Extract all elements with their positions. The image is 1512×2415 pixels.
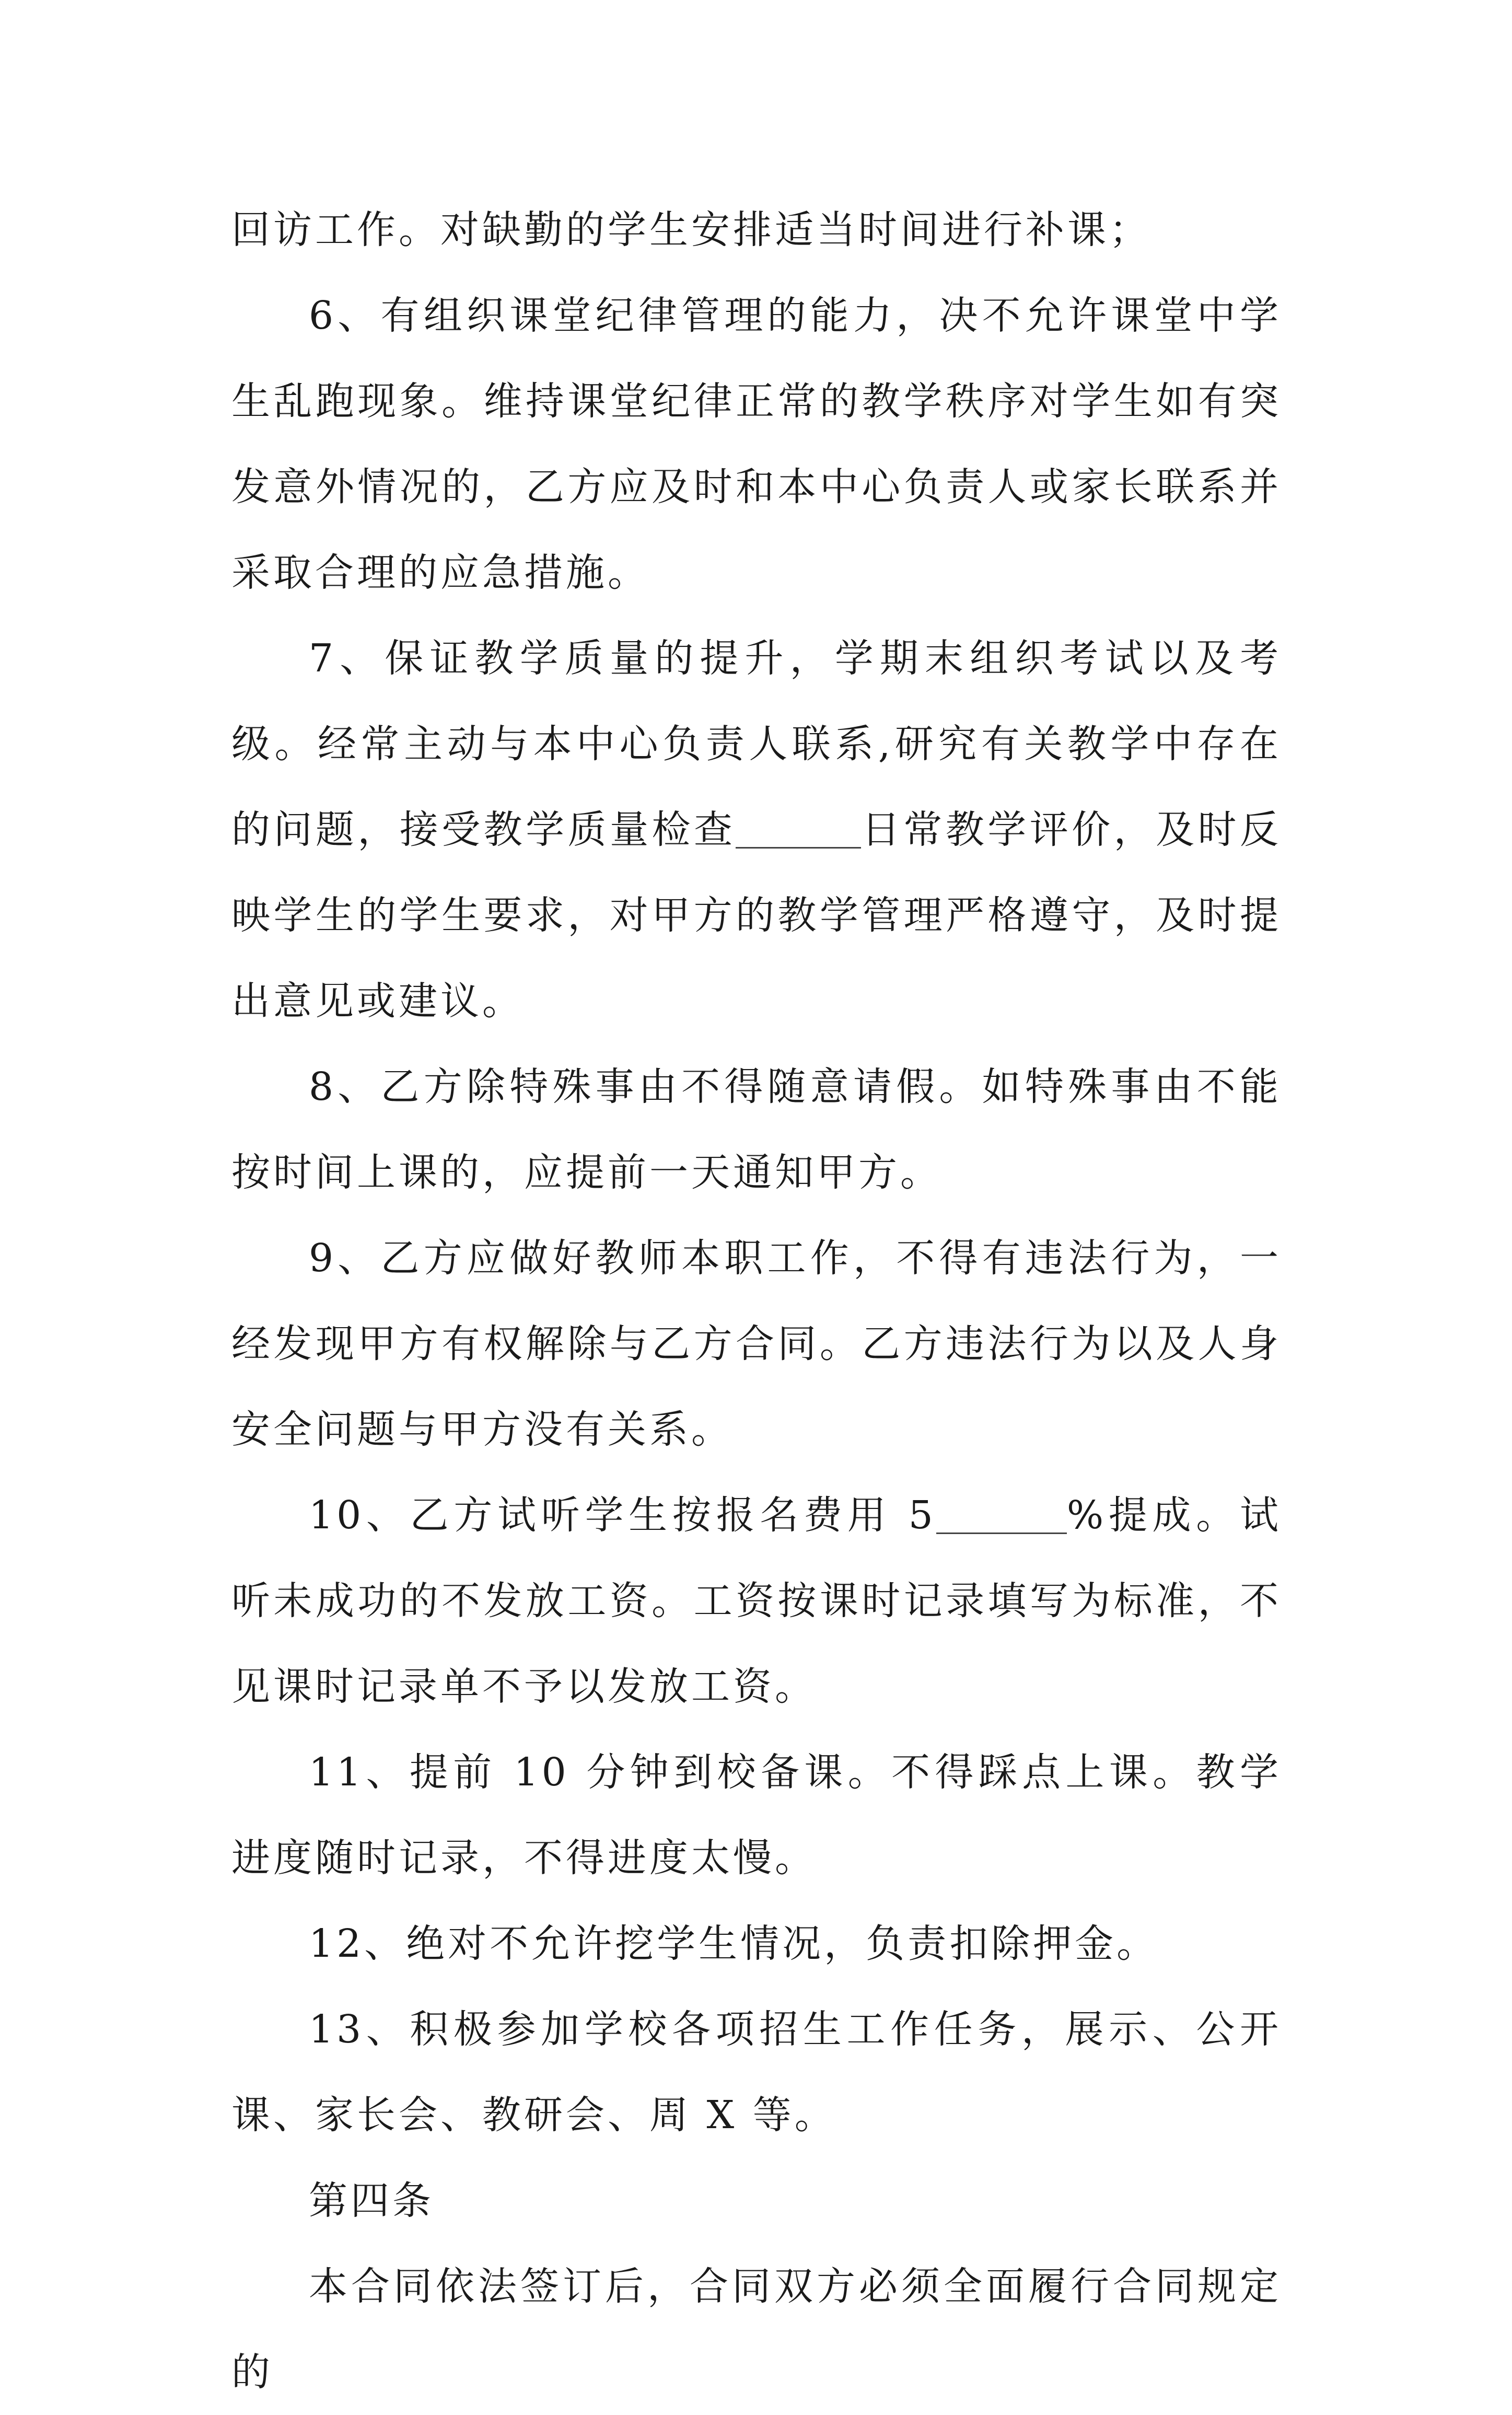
heading-text: 第四条 xyxy=(309,2178,434,2223)
paragraph-continuation xyxy=(231,187,1282,273)
article-4-body xyxy=(231,2244,1282,2415)
paragraph-text: 13、积极参加学校各项招生工作任务，展示、公开课、家长会、教研会、周 X 等。 xyxy=(231,2007,1282,2138)
clause-10 xyxy=(231,1472,1282,1729)
paragraph-text: 本合同依法签订后，合同双方必须全面履行合同规定的 xyxy=(231,2264,1282,2395)
paragraph-text: 10、乙方试听学生按报名费用 5 xyxy=(309,1493,936,1538)
article-heading xyxy=(231,2158,1282,2244)
clause-9 xyxy=(231,1215,1282,1472)
paragraph-text: 8、乙方除特殊事由不得随意请假。如特殊事由不能按时间上课的，应提前一天通知甲方。 xyxy=(231,1064,1282,1195)
paragraph-text: 11、提前 10 分钟到校备课。不得踩点上课。教学进度随时记录，不得进度太慢。 xyxy=(231,1750,1282,1880)
fill-in-blank xyxy=(736,808,861,849)
paragraph-text: 回访工作。对缺勤的学生安排适当时间进行补课； xyxy=(231,207,1151,252)
fill-in-blank xyxy=(936,1494,1067,1534)
paragraph-text: 日常教学评价，及时反映学生的学生要求，对甲方的教学管理严格遵守，及时提出意见或建议。 xyxy=(231,807,1282,1024)
paragraph-text: 7、保证教学质量的提升，学期末组织考试以及考级。经常主动与本中心负责人联系,研究有关教学中存在的问题，接受教学质量检查 xyxy=(231,636,1282,852)
clause-12 xyxy=(231,1901,1282,1987)
clause-6 xyxy=(231,273,1282,616)
clause-7 xyxy=(231,616,1282,1044)
paragraph-text: 9、乙方应做好教师本职工作，不得有违法行为，一经发现甲方有权解除与乙方合同。乙方违法行为以及人身安全问题与甲方没有关系。 xyxy=(231,1236,1282,1452)
clause-11 xyxy=(231,1729,1282,1901)
clause-13 xyxy=(231,1987,1282,2158)
paragraph-text: 12、绝对不允许挖学生情况，负责扣除押金。 xyxy=(309,1921,1159,1966)
paragraph-text: 6、有组织课堂纪律管理的能力，决不允许课堂中学生乱跑现象。维持课堂纪律正常的教学秩序对学生如有突发意外情况的，乙方应及时和本中心负责人或家长联系并采取合理的应急措施。 xyxy=(231,293,1282,595)
paragraph-text: %提成。试听未成功的不发放工资。工资按课时记录填写为标准，不见课时记录单不予以发放工资。 xyxy=(231,1493,1282,1709)
document-body xyxy=(231,187,1282,2415)
clause-8 xyxy=(231,1044,1282,1215)
